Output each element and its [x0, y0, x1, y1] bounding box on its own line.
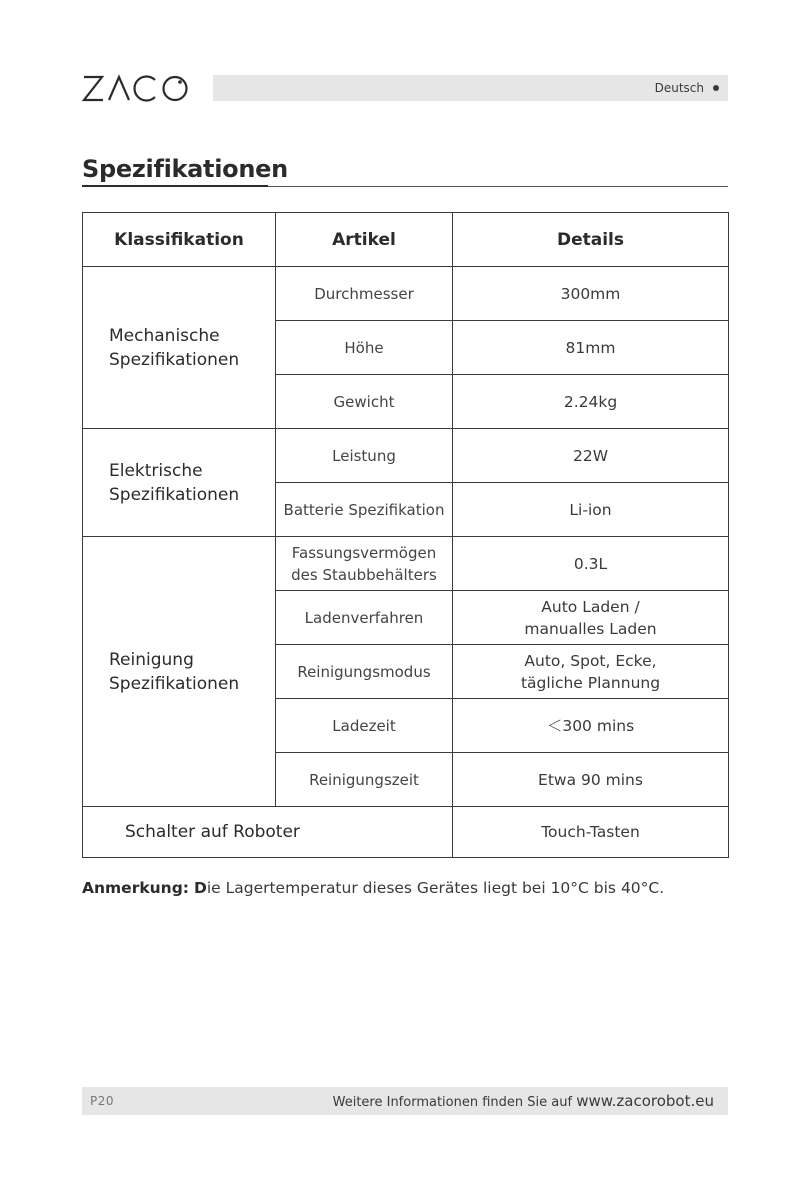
- value-cell: 81mm: [453, 321, 729, 375]
- value-cell: Li-ion: [453, 483, 729, 537]
- value-cell: 2.24kg: [453, 375, 729, 429]
- page-number: P20: [90, 1094, 115, 1108]
- group-mechanisch: [83, 267, 276, 429]
- title-rule: [268, 186, 728, 187]
- value-cell: Touch-Tasten: [453, 807, 729, 858]
- footer-info-text: Weitere Informationen finden Sie auf: [332, 1095, 573, 1110]
- item-cell: Gewicht: [276, 375, 453, 429]
- zaco-logo: [82, 72, 188, 104]
- switch-label: Schalter auf Roboter: [83, 807, 453, 858]
- item-cell: Reinigungsmodus: [276, 645, 453, 699]
- group-label: Elektrische: [109, 460, 203, 481]
- value-cell: 0.3L: [453, 537, 729, 591]
- group-elektrisch: [83, 429, 276, 537]
- note-text: ie Lagertemperatur dieses Gerätes liegt bei 10°C bis 40°C.: [206, 879, 665, 897]
- group-label: Reinigung: [109, 649, 194, 670]
- header-details: Details: [453, 213, 729, 267]
- item-cell: Batterie Spezifikation: [276, 483, 453, 537]
- header-bar: [213, 75, 728, 101]
- note-label: Anmerkung:: [82, 879, 190, 897]
- storage-note: [82, 879, 664, 897]
- value-line: tägliche Plannung: [520, 673, 661, 692]
- page-footer: [82, 1087, 728, 1115]
- title-underline: [82, 185, 268, 187]
- bullet-icon: [713, 85, 719, 91]
- group-label: Spezifikationen: [109, 673, 240, 694]
- value-line: Auto Laden /: [541, 597, 640, 616]
- table-row: [83, 537, 729, 591]
- page-header: [82, 72, 728, 104]
- table-row: [83, 267, 729, 321]
- value-cell: [453, 645, 729, 699]
- note-first-letter: D: [193, 879, 207, 897]
- zaco-logo-icon: [82, 72, 188, 104]
- item-cell: Reinigungszeit: [276, 753, 453, 807]
- page-title: Spezifikationen: [82, 155, 288, 183]
- value-line: Auto, Spot, Ecke,: [524, 651, 657, 670]
- value-cell: 300mm: [453, 267, 729, 321]
- language-label: Deutsch: [654, 81, 704, 95]
- item-line: des Staubbehälters: [291, 565, 437, 584]
- value-cell: [453, 591, 729, 645]
- value-cell: Etwa 90 mins: [453, 753, 729, 807]
- item-cell: Leistung: [276, 429, 453, 483]
- item-cell: Höhe: [276, 321, 453, 375]
- group-label: Mechanische: [109, 325, 220, 346]
- group-label: Spezifikationen: [109, 349, 240, 370]
- value-line: manualles Laden: [524, 619, 657, 638]
- website-link[interactable]: www.zacorobot.eu: [576, 1092, 714, 1110]
- value-cell: 22W: [453, 429, 729, 483]
- footer-info: [333, 1087, 714, 1117]
- table-row: [83, 429, 729, 483]
- value-cell: ＜300 mins: [453, 699, 729, 753]
- specification-table: [82, 212, 729, 858]
- group-reinigung: [83, 537, 276, 807]
- item-cell: Durchmesser: [276, 267, 453, 321]
- item-cell: Ladezeit: [276, 699, 453, 753]
- item-cell: [276, 537, 453, 591]
- table-row: [83, 807, 729, 858]
- header-artikel: Artikel: [276, 213, 453, 267]
- item-cell: Ladenverfahren: [276, 591, 453, 645]
- header-klassifikation: Klassifikation: [83, 213, 276, 267]
- item-line: Fassungsvermögen: [291, 543, 437, 562]
- group-label: Spezifikationen: [109, 484, 240, 505]
- table-header-row: [83, 213, 729, 267]
